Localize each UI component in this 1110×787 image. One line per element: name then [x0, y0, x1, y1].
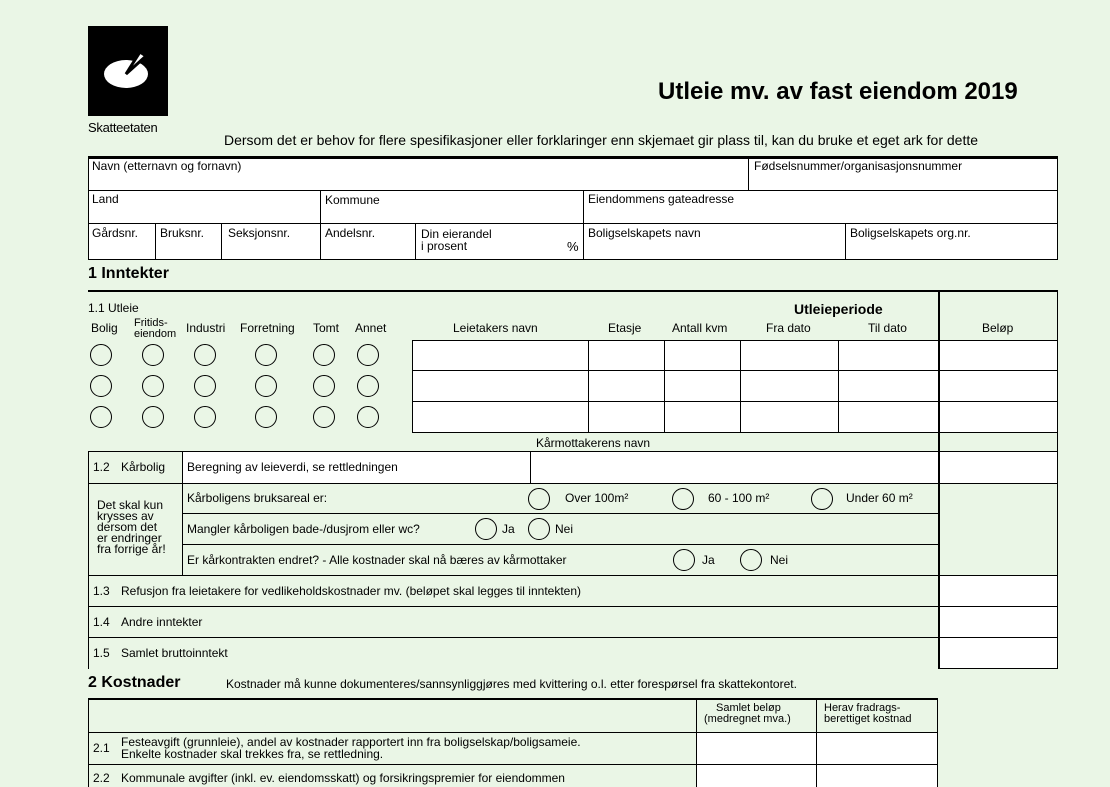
bad-question: Mangler kårboligen bade-/dusjrom eller wc? — [187, 522, 420, 536]
field-bruksnr[interactable]: Bruksnr. — [160, 226, 205, 240]
field-housing-coop-name[interactable]: Boligselskapets navn — [588, 226, 701, 240]
field-name[interactable]: Navn (etternavn og fornavn) — [92, 159, 242, 173]
skatteetaten-logo — [88, 26, 168, 116]
field-id-number[interactable]: Fødselsnummer/organisasjonsnummer — [754, 159, 963, 173]
utleie-industri-radio-row-2[interactable] — [194, 375, 216, 397]
belop-15-field[interactable] — [940, 638, 1057, 668]
bad-nei-label: Nei — [555, 522, 574, 536]
bad-ja-label: Ja — [502, 522, 515, 536]
belop-14-field[interactable] — [940, 607, 1057, 637]
row-15-number: 1.5 — [93, 646, 110, 660]
kontrakt-ja-radio[interactable] — [673, 549, 695, 571]
utleie-bolig-radio-row-3[interactable] — [90, 406, 112, 428]
field-ownership-label: Din eierandel — [421, 227, 492, 241]
field-andelsnr[interactable]: Andelsnr. — [325, 226, 376, 240]
logo-emblem-icon — [88, 26, 168, 116]
kontrakt-ja-label: Ja — [702, 553, 715, 567]
col-til-dato: Til dato — [868, 321, 907, 335]
field-housing-coop-org[interactable]: Boligselskapets org.nr. — [850, 226, 971, 240]
row-21-label-2: Enkelte kostnader skal trekkes fra, se rettledning. — [121, 747, 384, 761]
over100-label: Over 100m² — [565, 491, 629, 505]
range60-label: 60 - 100 m² — [708, 491, 770, 505]
utleie-forretning-radio-row-1[interactable] — [255, 344, 277, 366]
utleie-tomt-radio-row-3[interactable] — [313, 406, 335, 428]
utleie-tomt-radio-row-1[interactable] — [313, 344, 335, 366]
utleie-label: 1.1 Utleie — [88, 301, 139, 315]
col-belop: Beløp — [982, 321, 1014, 335]
col-herav: Herav fradrags- — [824, 702, 901, 714]
brand-name: Skatteetaten — [88, 120, 158, 135]
type-bolig-label: Bolig — [91, 321, 118, 335]
col-samlet: Samlet beløp — [716, 702, 781, 714]
row-22-label: Kommunale avgifter (inkl. ev. eiendomsskatt) og forsikringspremier for eiendommen — [121, 771, 565, 785]
row-14-label: Andre inntekter — [121, 615, 203, 629]
percent-sign: % — [567, 239, 579, 254]
utleie-annet-radio-row-1[interactable] — [357, 344, 379, 366]
utleie-industri-radio-row-3[interactable] — [194, 406, 216, 428]
leieverdi-label: Beregning av leieverdi, se rettledningen — [187, 460, 398, 474]
section-1-title: 1 Inntekter — [88, 265, 169, 282]
kontrakt-nei-label: Nei — [770, 553, 789, 567]
karbolig-label: Kårbolig — [121, 460, 166, 474]
field-gardsnr[interactable]: Gårdsnr. — [92, 226, 139, 240]
range60-radio[interactable] — [672, 488, 694, 510]
over100-radio[interactable] — [528, 488, 550, 510]
utleie-bolig-radio-row-2[interactable] — [90, 375, 112, 397]
utleie-fritid-radio-row-2[interactable] — [142, 375, 164, 397]
under60-label: Under 60 m² — [846, 491, 913, 505]
karbolig-number: 1.2 — [93, 460, 110, 474]
belop-13-field[interactable] — [940, 576, 1057, 606]
row-22-number: 2.2 — [93, 771, 110, 785]
field-municipality[interactable]: Kommune — [325, 193, 380, 207]
under60-radio[interactable] — [811, 488, 833, 510]
type-annet-label: Annet — [355, 321, 387, 335]
row-14-number: 1.4 — [93, 615, 110, 629]
row-13-number: 1.3 — [93, 584, 110, 598]
row-21-label: Festeavgift (grunnleie), andel av kostnader rapportert inn fra boligselskap/boligsameie. — [121, 735, 581, 749]
utleie-annet-radio-row-3[interactable] — [357, 406, 379, 428]
type-industri-label: Industri — [186, 321, 226, 335]
utleie-forretning-radio-row-3[interactable] — [255, 406, 277, 428]
utleie-industri-radio-row-1[interactable] — [194, 344, 216, 366]
col-leietaker: Leietakers navn — [453, 321, 538, 335]
col-antall-kvm: Antall kvm — [672, 321, 728, 335]
row-13-label: Refusjon fra leietakere for vedlikeholdskostnader mv. (beløpet skal legges til inntekten) — [121, 584, 582, 598]
page-subtitle: Dersom det er behov for flere spesifikasjoner eller forklaringer enn skjemaet gir plass til, kan du bruke et eget ark for dette — [224, 132, 979, 148]
row-21-number: 2.1 — [93, 741, 110, 755]
col-etasje: Etasje — [608, 321, 642, 335]
col-fra-dato: Fra dato — [766, 321, 811, 335]
col-utleieperiode: Utleieperiode — [794, 301, 883, 317]
utleie-fritid-radio-row-3[interactable] — [142, 406, 164, 428]
field-street-address[interactable]: Eiendommens gateadresse — [588, 192, 735, 206]
kontrakt-nei-radio[interactable] — [740, 549, 762, 571]
utleie-annet-radio-row-2[interactable] — [357, 375, 379, 397]
utleie-fritid-radio-row-1[interactable] — [142, 344, 164, 366]
page-title: Utleie mv. av fast eiendom 2019 — [658, 78, 1018, 105]
utleie-forretning-radio-row-2[interactable] — [255, 375, 277, 397]
field-ownership-label-2: i prosent — [421, 239, 468, 253]
type-tomt-label: Tomt — [313, 321, 340, 335]
col-samlet-2: (medregnet mva.) — [704, 713, 791, 725]
bad-nei-radio[interactable] — [528, 518, 550, 540]
type-fritid-label-2: eiendom — [134, 328, 177, 340]
utleie-tomt-radio-row-2[interactable] — [313, 375, 335, 397]
type-forretning-label: Forretning — [240, 321, 295, 335]
section-2-note: Kostnader må kunne dokumenteres/sannsynliggjøres med kvittering o.l. etter forespørsel fra skattekontoret. — [226, 677, 797, 691]
bruksareal-label: Kårboligens bruksareal er: — [187, 491, 328, 505]
karmottaker-label: Kårmottakerens navn — [536, 436, 651, 450]
type-fritid-label: Fritids- — [134, 317, 168, 329]
field-seksjonsnr[interactable]: Seksjonsnr. — [228, 226, 291, 240]
section-2-title: 2 Kostnader — [88, 674, 181, 691]
row-15-label: Samlet bruttoinntekt — [121, 646, 228, 660]
field-country[interactable]: Land — [92, 192, 119, 206]
bad-ja-radio[interactable] — [475, 518, 497, 540]
karbolig-note: Det skal kun krysses av dersom det er endringer fra forrige år! — [97, 498, 166, 556]
utleie-bolig-radio-row-1[interactable] — [90, 344, 112, 366]
col-herav-2: berettiget kostnad — [824, 713, 912, 725]
kontrakt-question: Er kårkontrakten endret? - Alle kostnader skal nå bæres av kårmottaker — [187, 553, 567, 567]
